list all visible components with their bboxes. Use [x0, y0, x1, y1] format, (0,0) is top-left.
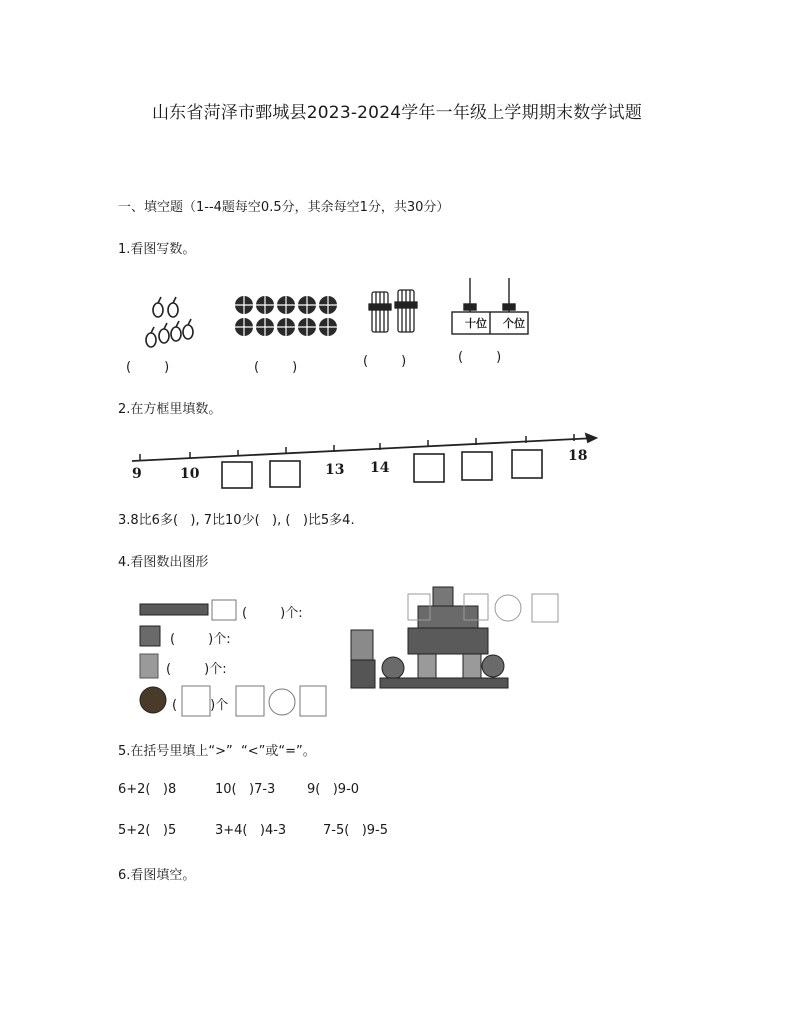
sphere-icon	[140, 687, 166, 713]
abacus-ones-label: 个位	[503, 317, 525, 330]
answer-blank-4[interactable]: ( )	[458, 350, 502, 365]
tick-label-18: 18	[568, 448, 588, 464]
stick-bundle-icon	[369, 290, 417, 332]
count-row-2[interactable]: ( )个:	[170, 632, 231, 647]
tick-label-13: 13	[325, 462, 345, 478]
number-line-figure	[118, 428, 618, 492]
question-1-label: 1.看图写数。	[118, 242, 196, 257]
cuboid-icon	[140, 604, 208, 615]
ball-group-icon	[235, 296, 337, 336]
question-4-label: 4.看图数出图形	[118, 555, 209, 570]
compare-2-1[interactable]: 5+2( )5	[118, 823, 177, 838]
count-row-4[interactable]: ( )个	[172, 698, 229, 713]
section-1-heading: 一、填空题（1--4题每空0.5分，其余每空1分，共30分）	[118, 200, 450, 215]
question-2-label: 2.在方框里填数。	[118, 402, 222, 417]
tick-label-9: 9	[132, 466, 142, 482]
answer-blank-1[interactable]: ( )	[126, 360, 170, 375]
abacus-tens-label: 十位	[465, 317, 487, 330]
cylinder-icon	[140, 654, 158, 678]
page-title: 山东省菏泽市鄄城县2023-2024学年一年级上学期期末数学试题	[151, 103, 643, 123]
count-row-3[interactable]: ( )个:	[166, 662, 227, 677]
question-4-figure	[118, 582, 578, 722]
answer-blank-2[interactable]: ( )	[254, 360, 298, 375]
count-row-1[interactable]: ( )个:	[242, 606, 303, 621]
compare-1-2[interactable]: 10( )7-3	[215, 782, 276, 797]
compare-1-1[interactable]: 6+2( )8	[118, 782, 177, 797]
cube-icon	[140, 626, 160, 646]
answer-blank-3[interactable]: ( )	[363, 354, 407, 369]
fruit-group-icon	[146, 297, 193, 347]
tick-label-14: 14	[370, 460, 390, 476]
question-5-label: 5.在括号里填上“>” “<”或“=”。	[118, 744, 316, 759]
faded-shapes	[408, 594, 558, 622]
compare-2-2[interactable]: 3+4( )4-3	[215, 823, 287, 838]
question-6-label: 6.看图填空。	[118, 868, 196, 883]
question-1-figure	[118, 268, 548, 380]
compare-2-3[interactable]: 7-5( )9-5	[323, 823, 389, 838]
compare-1-3[interactable]: 9( )9-0	[307, 782, 360, 797]
question-3-label: 3.8比6多( ), 7比10少( ), ( )比5多4.	[118, 513, 355, 528]
tick-label-10: 10	[180, 466, 200, 482]
